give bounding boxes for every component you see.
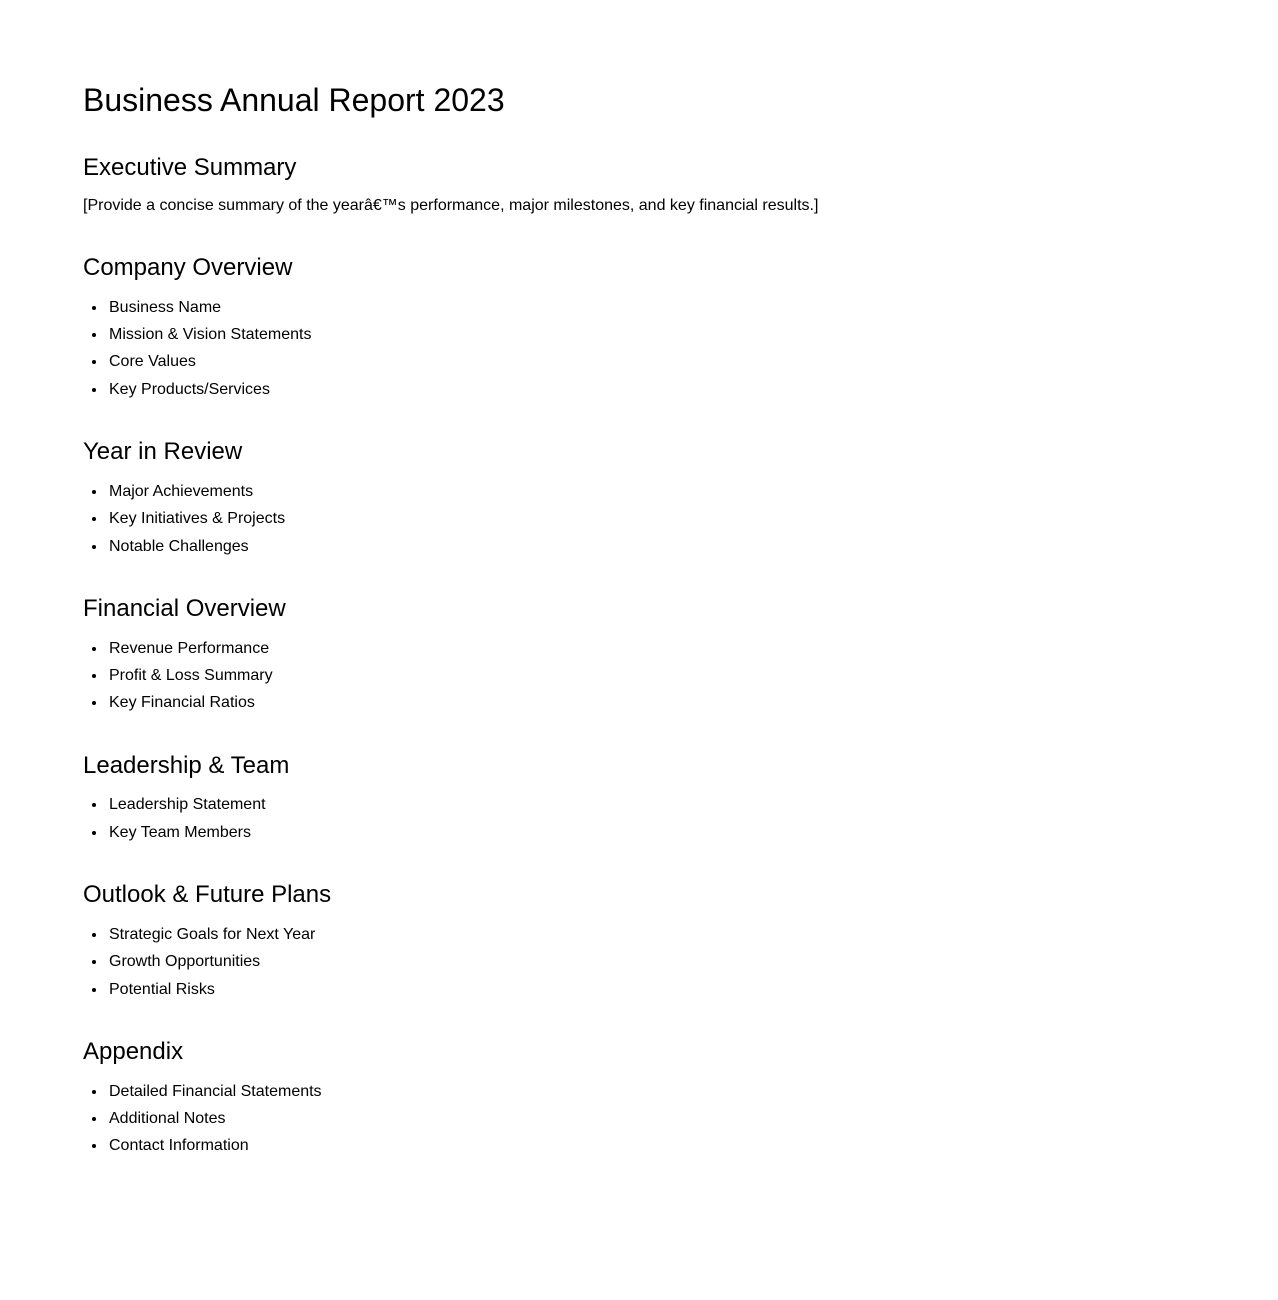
section-heading-leadership-team: Leadership & Team	[83, 751, 290, 779]
section-executive-summary	[83, 154, 1195, 219]
list-item: • Contact Information	[107, 1132, 1195, 1159]
list-item: • Major Achievements	[107, 478, 1195, 505]
list-item: • Profit & Loss Summary	[107, 662, 1195, 689]
list-item: • Growth Opportunities	[107, 948, 1195, 975]
list-item: • Leadership Statement	[107, 791, 1195, 818]
list-item: • Key Team Members	[107, 819, 1195, 846]
section-year-in-review	[83, 438, 1195, 560]
list-item: • Revenue Performance	[107, 635, 1195, 662]
list-item: • Notable Challenges	[107, 533, 1195, 560]
list-item: • Detailed Financial Statements	[107, 1078, 1195, 1105]
section-financial-overview	[83, 595, 1195, 717]
list-item: • Additional Notes	[107, 1105, 1195, 1132]
section-appendix	[83, 1038, 1195, 1160]
section-heading-executive-summary: Executive Summary	[83, 153, 297, 181]
section-heading-year-in-review: Year in Review	[83, 438, 243, 466]
list-item: • Key Financial Ratios	[107, 689, 1195, 716]
list-item: • Key Products/Services	[107, 376, 1195, 403]
section-leadership-team	[83, 752, 1195, 846]
appendix-list	[83, 1078, 1195, 1160]
section-outlook-future-plans	[83, 881, 1195, 1003]
list-item: • Strategic Goals for Next Year	[107, 921, 1195, 948]
section-heading-outlook-future-plans: Outlook & Future Plans	[83, 881, 332, 909]
outlook-future-plans-list	[83, 921, 1195, 1003]
section-company-overview	[83, 254, 1195, 403]
financial-overview-list	[83, 635, 1195, 717]
company-overview-list	[83, 294, 1195, 404]
leadership-team-list	[83, 791, 1195, 846]
section-heading-financial-overview: Financial Overview	[83, 595, 286, 623]
list-item: • Mission & Vision Statements	[107, 321, 1195, 348]
executive-summary-placeholder-text: [Provide a concise summary of the yearâ€™s performance, major milestones, and key financial results.]	[83, 197, 819, 215]
list-item: • Core Values	[107, 348, 1195, 375]
list-item: • Business Name	[107, 294, 1195, 321]
page-title: Business Annual Report 2023	[83, 82, 505, 118]
list-item: • Key Initiatives & Projects	[107, 505, 1195, 532]
list-item: • Potential Risks	[107, 976, 1195, 1003]
section-heading-company-overview: Company Overview	[83, 253, 293, 281]
year-in-review-list	[83, 478, 1195, 560]
section-heading-appendix: Appendix	[83, 1038, 184, 1066]
